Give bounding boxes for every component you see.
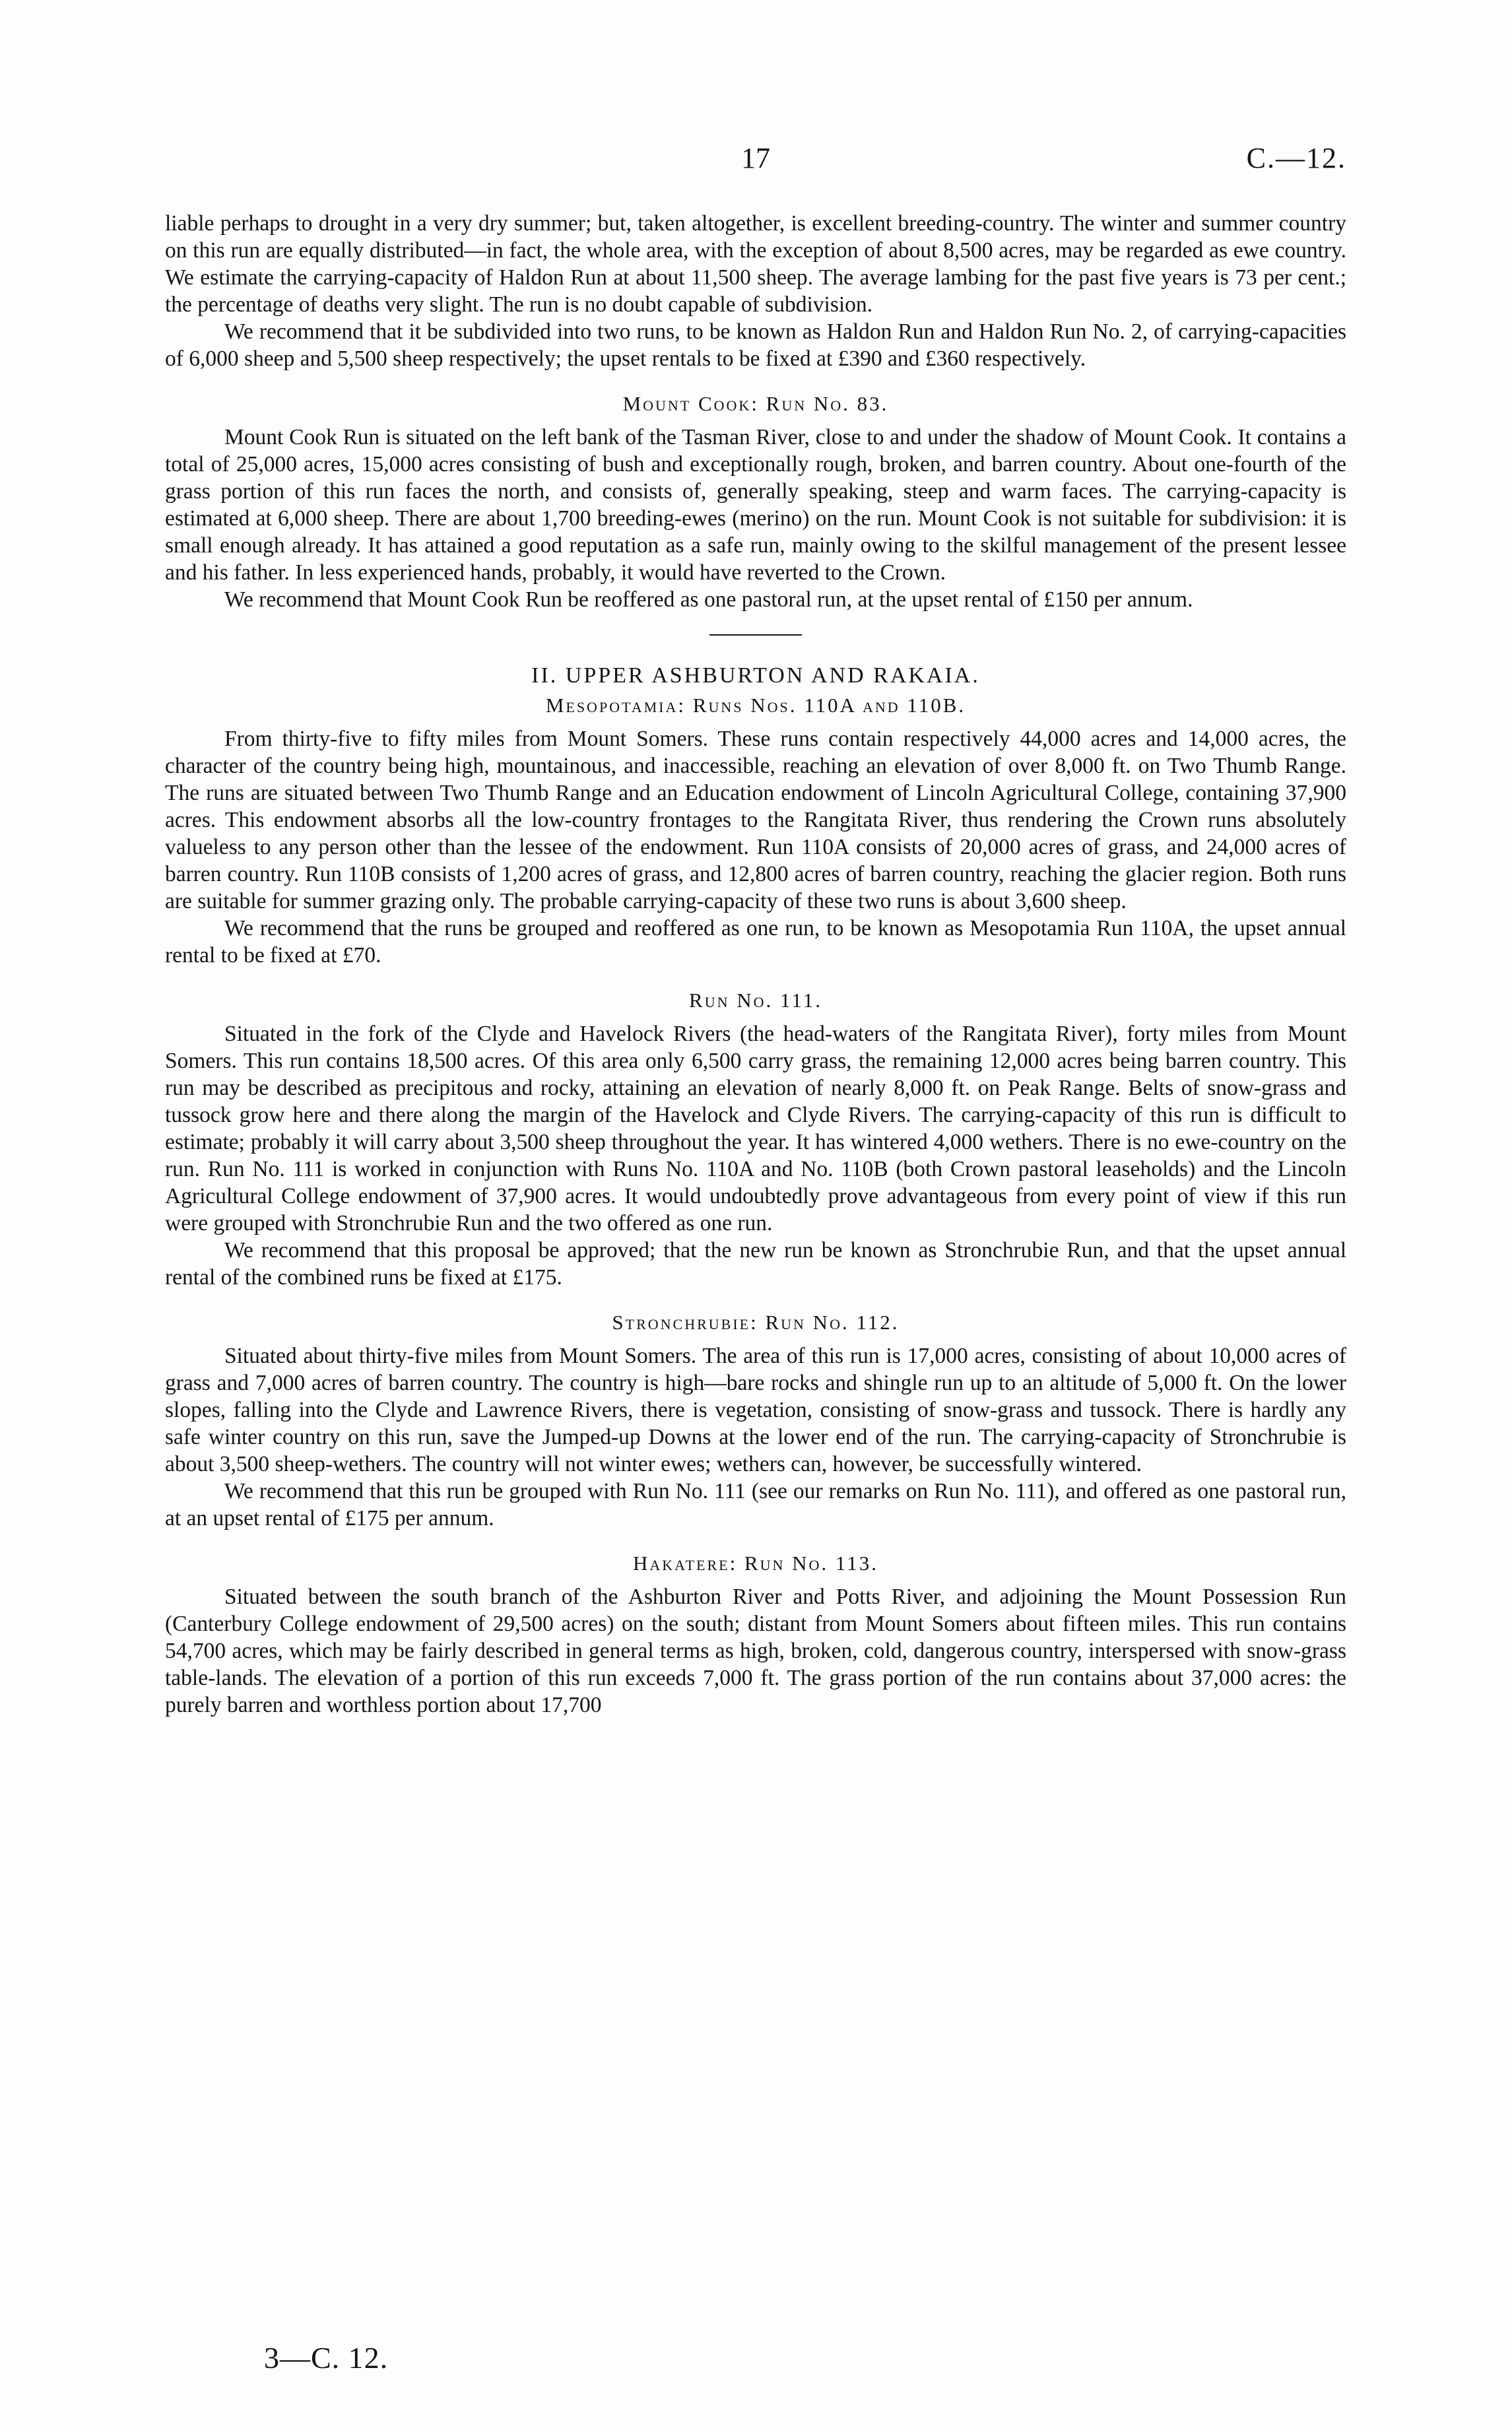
section-divider bbox=[709, 634, 802, 636]
heading-stronchrubie: Stronchrubie: Run No. 112. bbox=[612, 1311, 900, 1334]
paragraph-haldon-continued: liable perhaps to drought in a very dry summer; but, taken altogether, is excellent breeding-country. The winter and summer country on this run are equally distributed—in fact, the whole area, with the exception of about 8,500 acres, may be regarded as ewe country. We estimate the carrying-capacity of Haldon Run at about 11,500 sheep. The average lambing for the past five years is 73 per cent.; the percentage of deaths very slight. The run is no doubt capable of subdivision. bbox=[165, 211, 1346, 317]
page-number: 17 bbox=[741, 142, 770, 174]
paragraph-hakatere: Situated between the south branch of the Ashburton River and Potts River, and adjoining the Mount Possession Run (Canterbury College endowment of 29,500 acres) on the south; distant from Mount Somers about fifteen miles. This run contains 54,700 acres, which may be fairly described in general terms as high, broken, cold, dangerous country, interspersed with snow-grass table-lands. The elevation of a portion of this run exceeds 7,000 ft. The grass portion of the run contains about 37,000 acres: the purely barren and worthless portion about 17,700 bbox=[165, 1585, 1346, 1717]
page-header bbox=[165, 139, 1346, 178]
page-body bbox=[165, 210, 1346, 1719]
printer-signature: 3—C. 12. bbox=[264, 2341, 389, 2375]
paragraph-mount-cook: Mount Cook Run is situated on the left bank of the Tasman River, close to and under the shadow of Mount Cook. It contains a total of 25,000 acres, 15,000 acres consisting of bush and exceptionally rough, broken, and barren country. About one-fourth of the grass portion of this run faces the north, and consists of, generally speaking, steep and warm faces. The carrying-capacity is estimated at 6,000 sheep. There are about 1,700 breeding-ewes (merino) on the run. Mount Cook is not suitable for subdivision: it is small enough already. It has attained a good reputation as a safe run, mainly owing to the skilful management of the present lessee and his father. In less experienced hands, probably, it would have reverted to the Crown. bbox=[165, 425, 1346, 585]
paragraph-run-111-recommendation: We recommend that this proposal be approved; that the new run be known as Stronchrubie Run, and that the upset annual rental of the combined runs be fixed at £175. bbox=[165, 1238, 1346, 1290]
heading-hakatere: Hakatere: Run No. 113. bbox=[632, 1552, 879, 1575]
paragraph-mount-cook-recommendation: We recommend that Mount Cook Run be reoffered as one pastoral run, at the upset rental of £150 per annum. bbox=[224, 587, 1193, 612]
paragraph-stronchrubie-recommendation: We recommend that this run be grouped with Run No. 111 (see our remarks on Run No. 111), and offered as one pastoral run, at an upset rental of £175 per annum. bbox=[165, 1479, 1346, 1530]
paragraph-mesopotamia: From thirty-five to fifty miles from Mount Somers. These runs contain respectively 44,000 acres and 14,000 acres, the character of the country being high, mountainous, and inaccessible, reaching an elevation of over 8,000 ft. on Two Thumb Range. The runs are situated between Two Thumb Range and an Education endowment of Lincoln Agricultural College, containing 37,900 acres. This endowment absorbs all the low-country frontages to the Rangitata River, thus rendering the Crown runs absolutely valueless to any person other than the lessee of the endowment. Run 110A consists of 20,000 acres of grass, and 24,000 acres of barren country. Run 110B consists of 1,200 acres of grass, and 12,800 acres of barren country, reaching the glacier region. Both runs are suitable for summer grazing only. The probable carrying-capacity of these two runs is about 3,600 sheep. bbox=[165, 727, 1346, 913]
heading-mount-cook: Mount Cook: Run No. 83. bbox=[622, 392, 889, 415]
heading-run-111: Run No. 111. bbox=[689, 989, 822, 1012]
paragraph-run-111: Situated in the fork of the Clyde and Havelock Rivers (the head-waters of the Rangitata River), forty miles from Mount Somers. This run contains 18,500 acres. Of this area only 6,500 carry grass, the remaining 12,000 acres being barren country. This run may be described as precipitous and rocky, attaining an elevation of nearly 8,000 ft. on Peak Range. Belts of snow-grass and tussock grow here and there along the margin of the Havelock and Clyde Rivers. The carrying-capacity of this run is difficult to estimate; probably it will carry about 3,500 sheep throughout the year. It has wintered 4,000 wethers. There is no ewe-country on the run. Run No. 111 is worked in conjunction with Runs No. 110A and No. 110B (both Crown pastoral leaseholds) and the Lincoln Agricultural College endowment of 37,900 acres. It would undoubtedly prove advantageous from every point of view if this run were grouped with Stronchrubie Run and the two offered as one run. bbox=[165, 1022, 1346, 1235]
heading-section-ii: II. UPPER ASHBURTON AND RAKAIA. bbox=[531, 663, 980, 688]
document-code: C.—12. bbox=[1246, 142, 1346, 174]
paragraph-stronchrubie: Situated about thirty-five miles from Mount Somers. The area of this run is 17,000 acres, consisting of about 10,000 acres of grass and 7,000 acres of barren country. The country is high—bare rocks and shingle run up to an altitude of 5,000 ft. On the lower slopes, falling into the Clyde and Lawrence Rivers, there is vegetation, consisting of snow-grass and tussock. There is hardly any safe winter country on this run, save the Jumped-up Downs at the lower end of the run. The carrying-capacity of Stronchrubie is about 3,500 sheep-wethers. The country will not winter ewes; wethers can, however, be successfully wintered. bbox=[165, 1344, 1346, 1476]
heading-mesopotamia: Mesopotamia: Runs Nos. 110A and 110B. bbox=[545, 694, 966, 717]
paragraph-haldon-recommendation: We recommend that it be subdivided into two runs, to be known as Haldon Run and Haldon Run No. 2, of carrying-capacities of 6,000 sheep and 5,500 sheep respectively; the upset rentals to be fixed at £390 and £360 respectively. bbox=[165, 319, 1346, 371]
paragraph-mesopotamia-recommendation: We recommend that the runs be grouped and reoffered as one run, to be known as Mesopotamia Run 110A, the upset annual rental to be fixed at £70. bbox=[165, 916, 1346, 968]
